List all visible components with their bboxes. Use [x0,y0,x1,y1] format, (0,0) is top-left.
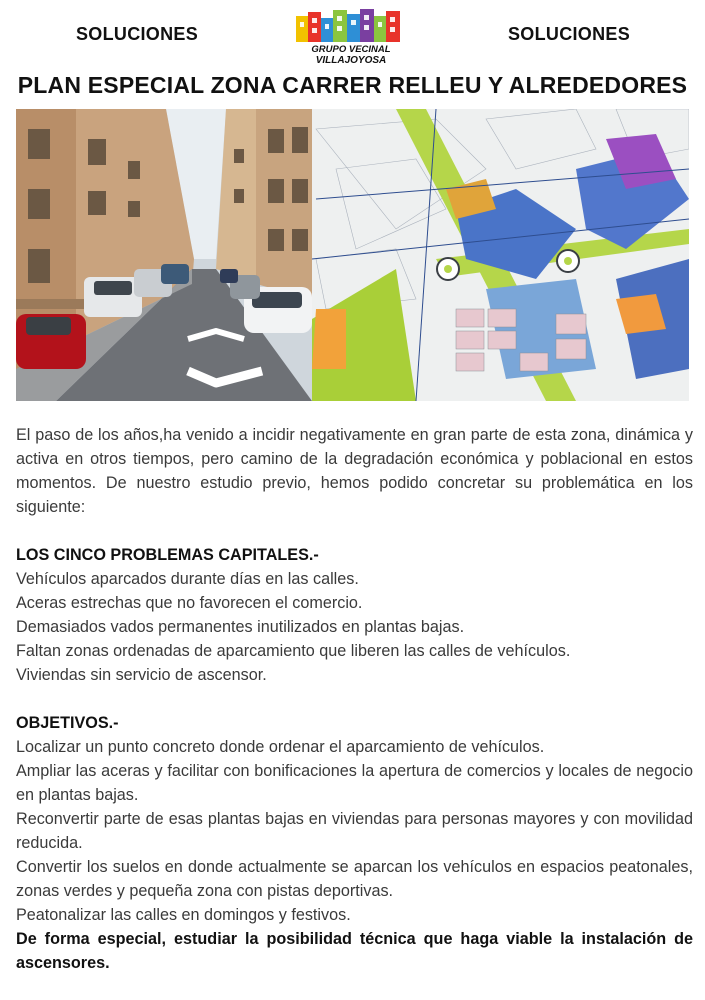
logo-line2: VILLAJOYOSA [315,55,387,66]
objective-item: Ampliar las aceras y facilitar con bonificaciones la apertura de comercios y locales de negocio en plantas bajas. [16,762,693,804]
objective-item: Localizar un punto concreto donde ordenar el aparcamiento de vehículos. [16,738,545,756]
problem-item: Viviendas sin servicio de ascensor. [16,666,267,684]
logo-line1: GRUPO VECINAL [311,44,391,55]
objectives-heading: OBJETIVOS.- [16,714,119,732]
problem-item: Aceras estrechas que no favorecen el comercio. [16,594,363,612]
document-body [16,423,693,975]
problem-item: Faltan zonas ordenadas de aparcamiento que liberen las calles de vehículos. [16,642,571,660]
problems-heading: LOS CINCO PROBLEMAS CAPITALES.- [16,546,319,564]
header-photo [16,109,689,401]
urban-plan-map [312,109,689,401]
grupo-vecinal-logo [292,8,410,66]
final-objective: De forma especial, estudiar la posibilidad técnica que haga viable la instalación de ascensores. [16,930,693,972]
page-title: PLAN ESPECIAL ZONA CARRER RELLEU Y ALREDEDORES [17,72,688,98]
objective-item: Peatonalizar las calles en domingos y festivos. [16,906,351,924]
header-right-label: SOLUCIONES [508,24,631,44]
problem-item: Vehículos aparcados durante días en las calles. [16,570,359,588]
objective-item: Reconvertir parte de esas plantas bajas en viviendas para personas mayores y con movilidad reducida. [16,810,693,852]
objective-item: Convertir los suelos en donde actualmente se aparcan los vehículos en espacios peatonales, zonas verdes y pequeña zona con pistas deportivas. [16,858,693,900]
street-photo [16,109,312,401]
intro-paragraph: El paso de los años,ha venido a incidir negativamente en gran parte de esta zona, dinámica y activa en otros tiempos, pero camino de la degradación económica y poblacional en estos momentos. De nuestro estudio previo, hemos podido concretar su problemática en los siguiente: [16,426,693,516]
header-left-label: SOLUCIONES [76,24,199,44]
problem-item: Demasiados vados permanentes inutilizados en plantas bajas. [16,618,465,636]
